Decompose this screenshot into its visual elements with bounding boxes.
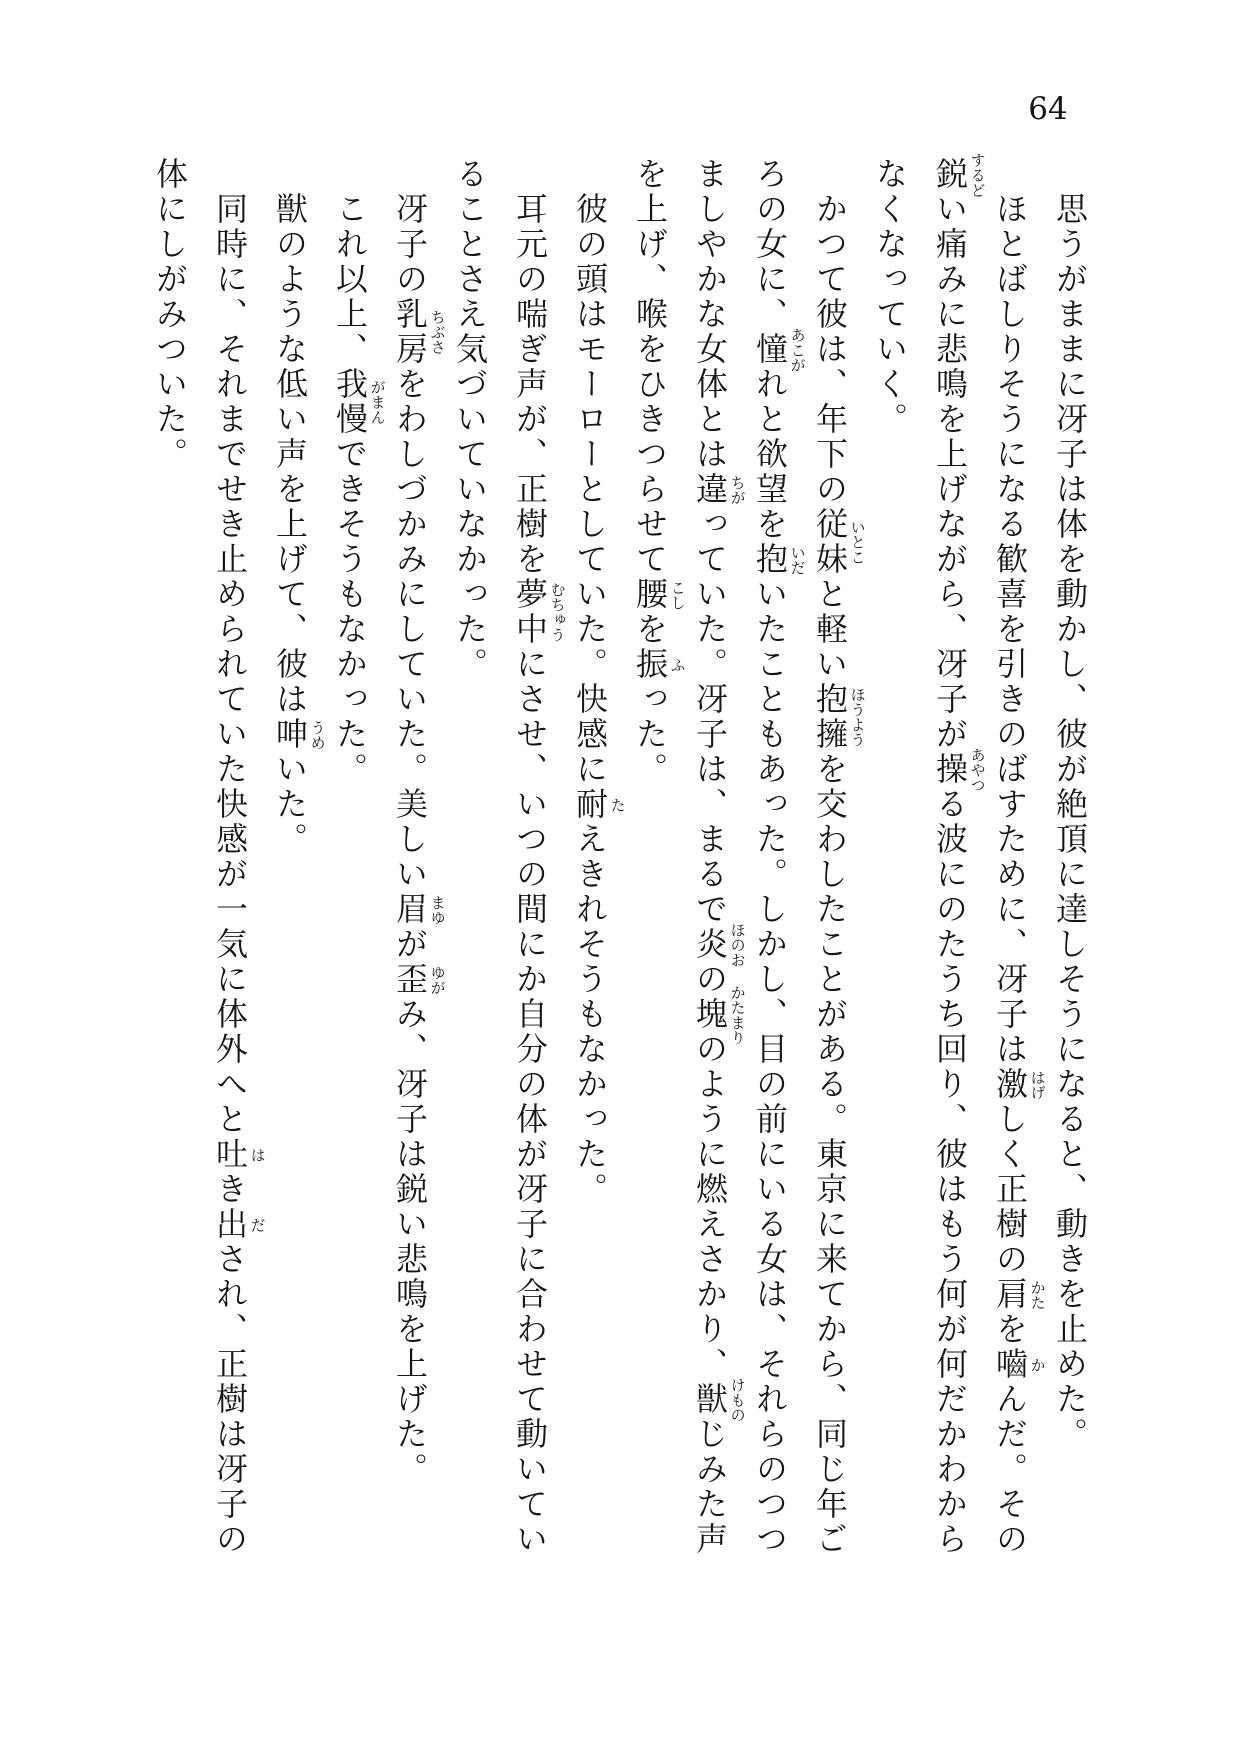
base-text: 炎 bbox=[691, 927, 729, 962]
furigana: あこが bbox=[788, 327, 807, 372]
furigana-annotated-text bbox=[691, 1377, 747, 1422]
text-run: され、正樹は冴子の体にしがみついた。 bbox=[151, 157, 249, 1557]
text-run: を交わしたことがある。東京に来てから、同じ年ごろの女に、 bbox=[751, 157, 849, 1557]
base-text: 抱擁 bbox=[811, 682, 849, 752]
text-run: い痛みに悲鳴を上げながら、冴子が bbox=[931, 192, 969, 752]
furigana: ほのお bbox=[728, 922, 747, 967]
furigana-annotated-text bbox=[391, 297, 447, 367]
furigana-annotated-text bbox=[751, 542, 807, 577]
text-run: にさせ、いつの間にか自分の体が冴子に合わせて動いていることさえ気づいていなかった。 bbox=[451, 157, 549, 1557]
furigana-annotated-text bbox=[331, 367, 387, 437]
text-run: できそうもなかった。 bbox=[331, 437, 369, 787]
furigana: は bbox=[248, 1147, 267, 1162]
text-run: のように燃えさかり、 bbox=[691, 1032, 729, 1382]
base-text: 獣 bbox=[691, 1382, 729, 1417]
text-run: いたこともあった。しかし、目の前にいる女は、それらのつつましやかな女体とは bbox=[691, 157, 789, 1557]
paragraph bbox=[1040, 157, 1100, 1563]
text-run: き bbox=[211, 1172, 249, 1207]
base-text: 腰 bbox=[631, 577, 669, 612]
furigana: かた bbox=[1028, 1279, 1047, 1310]
furigana-annotated-text bbox=[571, 787, 627, 822]
text-run: んだ。その bbox=[991, 1382, 1029, 1557]
base-text: 吐 bbox=[211, 1137, 249, 1172]
furigana-annotated-text bbox=[631, 647, 687, 682]
furigana-annotated-text bbox=[811, 507, 867, 577]
text-run: が bbox=[391, 927, 429, 962]
base-text: 抱 bbox=[751, 542, 789, 577]
furigana: まゆ bbox=[428, 894, 447, 925]
base-text: 歪 bbox=[391, 962, 429, 997]
furigana: か bbox=[1028, 1357, 1047, 1372]
text-run: と軽い bbox=[811, 577, 849, 682]
text-run: の bbox=[691, 962, 729, 997]
furigana: ほうよう bbox=[848, 687, 867, 747]
base-text: 塊 bbox=[691, 997, 729, 1032]
paragraph bbox=[260, 157, 327, 1563]
paragraph bbox=[380, 157, 447, 1563]
text-run: じみた声を上げ、喉をひきつらせて bbox=[631, 157, 729, 1557]
furigana-annotated-text bbox=[991, 1067, 1047, 1102]
furigana-annotated-text bbox=[271, 717, 327, 752]
text-run: これ以上、 bbox=[331, 192, 369, 367]
text-run: えきれそうもなかった。 bbox=[571, 822, 609, 1207]
furigana: いとこ bbox=[848, 519, 867, 565]
base-text: 夢中 bbox=[511, 577, 549, 647]
furigana: するど bbox=[968, 152, 987, 197]
furigana-annotated-text bbox=[931, 747, 987, 792]
base-text: 違 bbox=[691, 472, 729, 507]
furigana-annotated-text bbox=[391, 962, 447, 997]
furigana-annotated-text bbox=[751, 327, 807, 372]
base-text: 憧 bbox=[751, 332, 789, 367]
furigana-annotated-text bbox=[691, 472, 747, 507]
text-run: しく正樹の bbox=[991, 1102, 1029, 1277]
paragraph bbox=[140, 157, 267, 1563]
furigana-annotated-text bbox=[691, 984, 747, 1045]
furigana: た bbox=[608, 797, 627, 812]
text-run: っていた。冴子は、まるで bbox=[691, 507, 729, 927]
furigana: だ bbox=[248, 1217, 267, 1232]
text-run: をわしづかみにしていた。美しい bbox=[391, 367, 429, 892]
furigana-annotated-text bbox=[931, 152, 987, 197]
paragraph bbox=[440, 157, 567, 1563]
body-text bbox=[138, 152, 1100, 1563]
furigana: こし bbox=[668, 579, 687, 610]
furigana-annotated-text bbox=[391, 892, 447, 927]
furigana-annotated-text bbox=[631, 577, 687, 612]
furigana: ちぶさ bbox=[428, 309, 447, 355]
paragraph bbox=[320, 157, 387, 1563]
text-run: を bbox=[991, 1312, 1029, 1347]
text-run: れと欲望を bbox=[751, 367, 789, 542]
base-text: 乳房 bbox=[391, 297, 429, 367]
text-run: み、冴子は鋭い悲鳴を上げた。 bbox=[391, 997, 429, 1487]
furigana-annotated-text bbox=[991, 1277, 1047, 1312]
text-run: 同時に、それまでせき止められていた快感が一気に体外へと bbox=[211, 192, 249, 1137]
base-text: 嚙 bbox=[991, 1347, 1029, 1382]
text-run: った。 bbox=[631, 682, 669, 787]
furigana-annotated-text bbox=[691, 922, 747, 967]
text-run: 獣のような低い声を上げて、彼は bbox=[271, 192, 309, 717]
base-text: 操 bbox=[931, 752, 969, 787]
base-text: 従妹 bbox=[811, 507, 849, 577]
furigana-annotated-text bbox=[211, 1137, 267, 1172]
text-run: 冴子の bbox=[391, 192, 429, 297]
base-text: 耐 bbox=[571, 787, 609, 822]
text-run: かつて彼は、年下の bbox=[811, 192, 849, 507]
furigana: がまん bbox=[368, 379, 387, 425]
furigana: ちが bbox=[728, 474, 747, 505]
furigana-annotated-text bbox=[991, 1347, 1047, 1382]
furigana-annotated-text bbox=[511, 577, 567, 647]
paragraph bbox=[560, 157, 627, 1563]
page-number: 64 bbox=[1028, 91, 1068, 127]
text-run: 彼の頭はモーローとしていた。快感に bbox=[571, 192, 609, 787]
text-run: 耳元の喘ぎ声が、正樹を bbox=[511, 192, 549, 577]
furigana-annotated-text bbox=[811, 682, 867, 752]
furigana: むちゅう bbox=[548, 582, 567, 642]
furigana: けもの bbox=[728, 1377, 747, 1422]
base-text: 出 bbox=[211, 1207, 249, 1242]
furigana: はげ bbox=[1028, 1069, 1047, 1100]
furigana: あやつ bbox=[968, 747, 987, 792]
text-run: を bbox=[631, 612, 669, 647]
base-text: 我慢 bbox=[331, 367, 369, 437]
paragraph bbox=[860, 152, 1047, 1563]
text-run: る波にのたうち回り、彼はもう何が何だかわからなくなっていく。 bbox=[871, 157, 969, 1557]
furigana-annotated-text bbox=[211, 1207, 267, 1242]
base-text: 振 bbox=[631, 647, 669, 682]
base-text: 呻 bbox=[271, 717, 309, 752]
furigana: ふ bbox=[668, 657, 687, 672]
text-run: いた。 bbox=[271, 752, 309, 857]
furigana: いだ bbox=[788, 544, 807, 575]
text-run: ほとばしりそうになる歓喜を引きのばすために、冴子は bbox=[991, 192, 1029, 1067]
text-run: 思うがままに冴子は体を動かし、彼が絶頂に達しそうになると、動きを止めた。 bbox=[1051, 192, 1089, 1452]
base-text: 肩 bbox=[991, 1277, 1029, 1312]
base-text: 鋭 bbox=[931, 157, 969, 192]
base-text: 激 bbox=[991, 1067, 1029, 1102]
furigana: うめ bbox=[308, 719, 327, 750]
base-text: 眉 bbox=[391, 892, 429, 927]
furigana: ゆが bbox=[428, 964, 447, 995]
furigana: かたまり bbox=[728, 984, 747, 1045]
paragraph bbox=[620, 157, 867, 1563]
